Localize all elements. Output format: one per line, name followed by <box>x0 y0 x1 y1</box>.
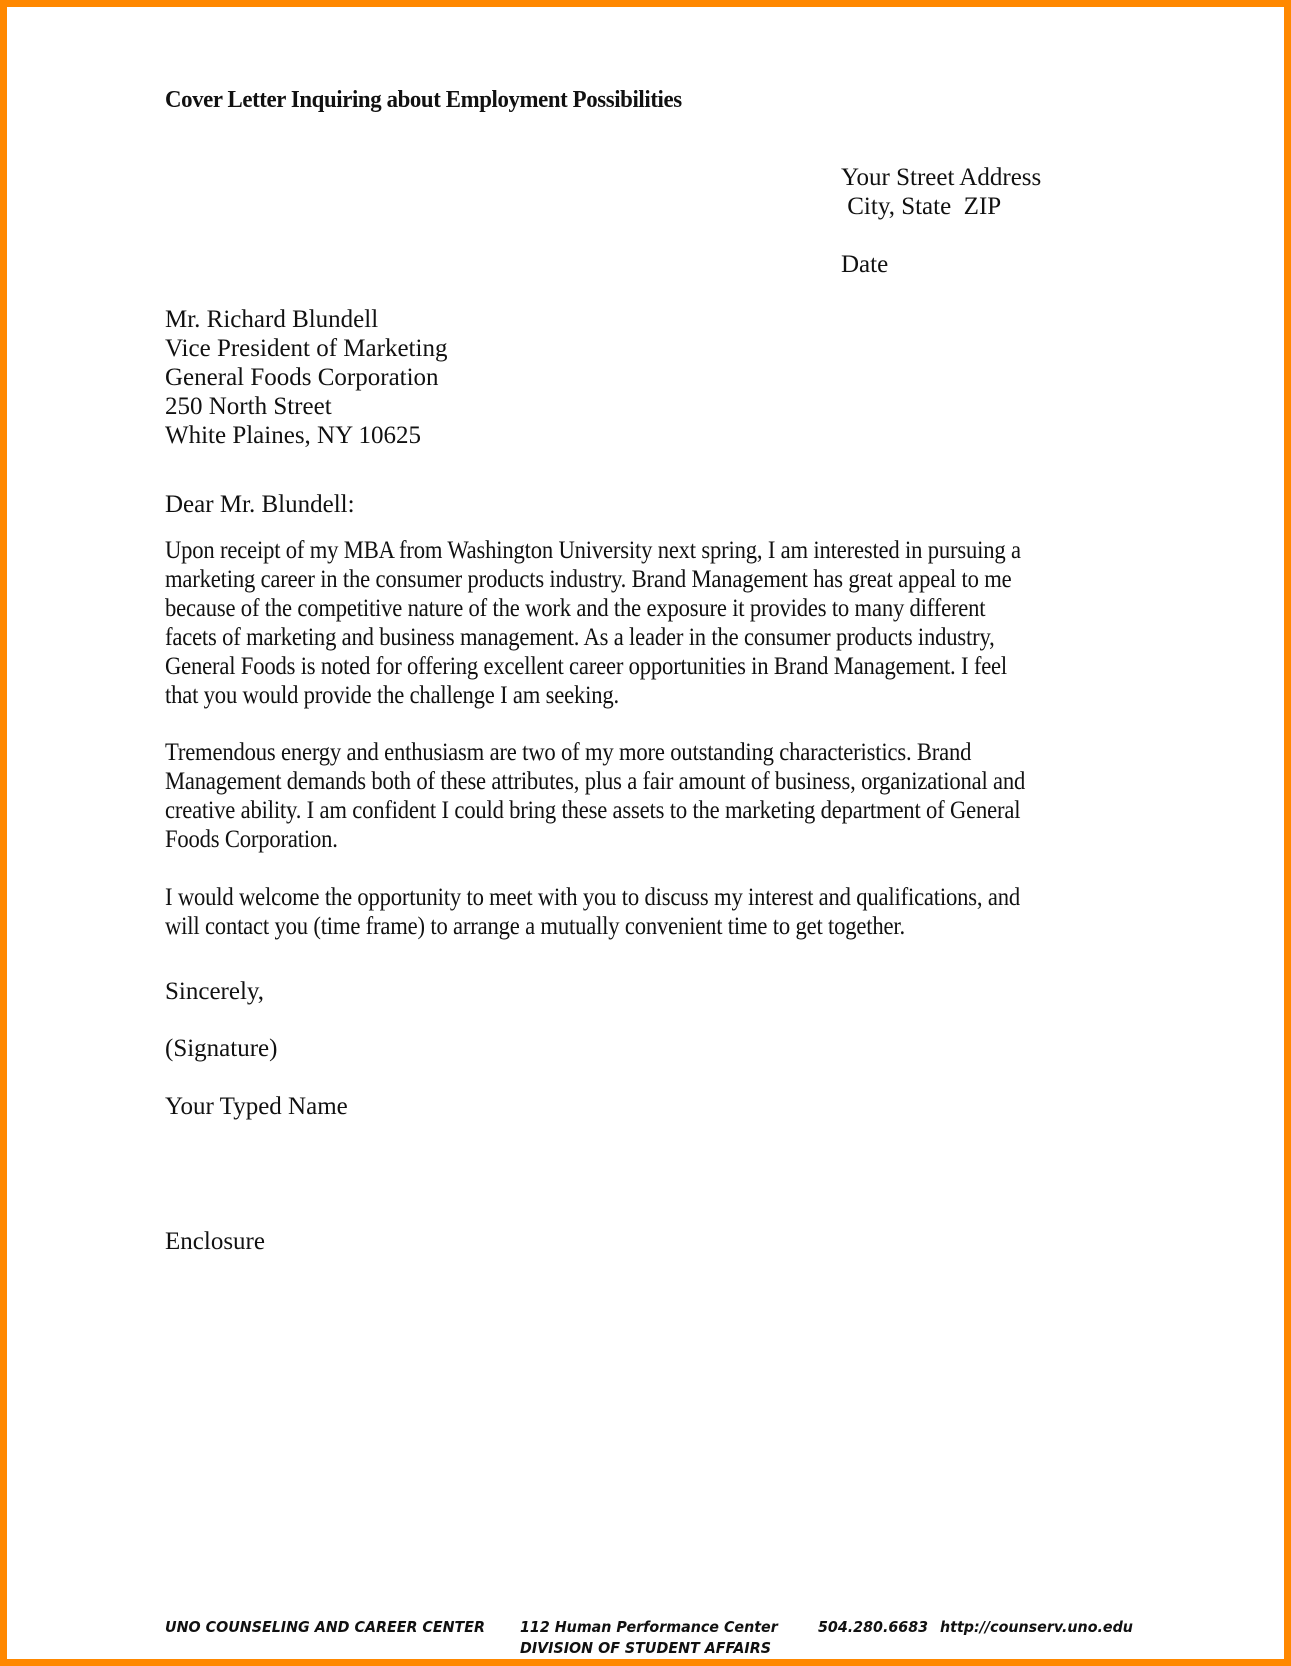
paragraph-line: facets of marketing and business management. As a leader in the consumer products industry, <box>165 624 995 651</box>
recipient-address <box>165 305 447 450</box>
sender-city-state-zip: City, State ZIP <box>841 193 1002 220</box>
footer-division-text: DIVISION OF STUDENT AFFAIRS <box>520 1639 771 1657</box>
paragraph-line: that you would provide the challenge I am seeking. <box>165 682 620 709</box>
paragraph-line: General Foods is noted for offering excellent career opportunities in Brand Management. I feel <box>165 653 1008 680</box>
paragraph-line: Tremendous energy and enthusiasm are two of my more outstanding characteristics. Brand <box>165 739 972 766</box>
signature-placeholder: (Signature) <box>165 1035 278 1062</box>
footer-url-link[interactable] <box>940 1618 1150 1636</box>
letter-date: Date <box>841 251 889 278</box>
sender-address <box>841 163 1041 221</box>
enclosure-note: Enclosure <box>165 1228 265 1255</box>
recipient-name: Mr. Richard Blundell <box>165 306 379 333</box>
recipient-street: 250 North Street <box>165 393 332 420</box>
typed-name: Your Typed Name <box>165 1093 348 1120</box>
body-paragraph-3 <box>165 883 1110 941</box>
recipient-city-state-zip: White Plaines, NY 10625 <box>165 422 421 449</box>
paragraph-line: marketing career in the consumer products industry. Brand Management has great appeal to me <box>165 566 1012 593</box>
footer-address <box>520 1618 800 1636</box>
paragraph-line: because of the competitive nature of the work and the exposure it provides to many different <box>165 595 986 622</box>
footer-division <box>520 1639 793 1657</box>
paragraph-line: will contact you (time frame) to arrange a mutually convenient time to get together. <box>165 913 905 940</box>
sender-street: Your Street Address <box>841 164 1042 191</box>
document-title: Cover Letter Inquiring about Employment Possibilities <box>165 87 682 113</box>
footer-address-text: 112 Human Performance Center <box>520 1618 778 1636</box>
footer-phone <box>818 1618 938 1636</box>
body-paragraph-1 <box>165 536 1111 710</box>
footer-organization-text: UNO COUNSELING AND CAREER CENTER <box>165 1618 485 1636</box>
footer-url-text[interactable]: http://counserv.uno.edu <box>940 1618 1133 1636</box>
paragraph-line: Management demands both of these attributes, plus a fair amount of business, organizational and <box>165 768 1026 795</box>
paragraph-line: Foods Corporation. <box>165 826 338 853</box>
footer-organization <box>165 1618 513 1636</box>
paragraph-line: Upon receipt of my MBA from Washington University next spring, I am interested in pursuing a <box>165 537 1021 564</box>
closing: Sincerely, <box>165 978 265 1005</box>
recipient-company: General Foods Corporation <box>165 364 439 391</box>
footer-phone-text: 504.280.6683 <box>818 1618 929 1636</box>
body-paragraph-2 <box>165 738 1115 854</box>
paragraph-line: creative ability. I am confident I could bring these assets to the marketing department of General <box>165 797 1021 824</box>
salutation: Dear Mr. Blundell: <box>165 491 355 518</box>
recipient-title: Vice President of Marketing <box>165 335 448 362</box>
paragraph-line: I would welcome the opportunity to meet with you to discuss my interest and qualifications, and <box>165 884 1020 911</box>
